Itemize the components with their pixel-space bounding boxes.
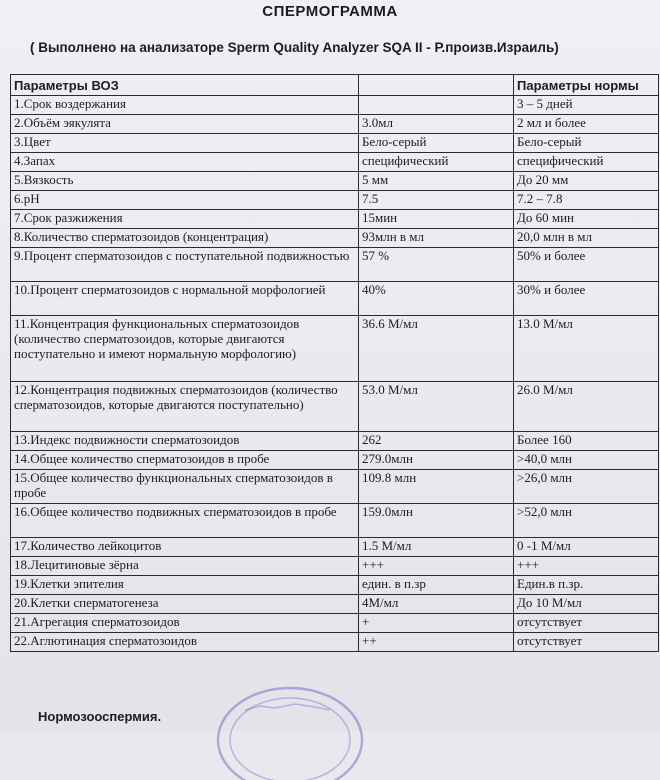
row-norm: 13.0 М/мл: [514, 316, 659, 382]
row-norm: 7.2 – 7.8: [514, 191, 659, 210]
row-param: 22.Аглютинация сперматозоидов: [11, 633, 359, 652]
row-value: 53.0 М/мл: [359, 382, 514, 432]
row-param: 6.pH: [11, 191, 359, 210]
row-value: [359, 96, 514, 115]
row-norm: 20,0 млн в мл: [514, 229, 659, 248]
row-param: 13.Индекс подвижности сперматозоидов: [11, 432, 359, 451]
row-value: 4М/мл: [359, 595, 514, 614]
row-param: 4.Запах: [11, 153, 359, 172]
row-value: един. в п.зр: [359, 576, 514, 595]
row-param: 5.Вязкость: [11, 172, 359, 191]
header-value: [359, 75, 514, 96]
row-param: 7.Срок разжижения: [11, 210, 359, 229]
results-table: [10, 74, 659, 652]
row-value: 159.0млн: [359, 504, 514, 538]
table-row: [11, 576, 659, 595]
clinic-stamp-icon: [205, 670, 375, 780]
row-value: 7.5: [359, 191, 514, 210]
table-row: [11, 382, 659, 432]
row-norm: 30% и более: [514, 282, 659, 316]
table-header-row: [11, 75, 659, 96]
row-norm: >52,0 млн: [514, 504, 659, 538]
row-value: 40%: [359, 282, 514, 316]
conclusion-text: Нормозооспермия.: [38, 709, 162, 724]
table-row: [11, 633, 659, 652]
table-row: [11, 557, 659, 576]
row-value: Бело-серый: [359, 134, 514, 153]
row-param: 14.Общее количество сперматозоидов в пробе: [11, 451, 359, 470]
table-row: [11, 153, 659, 172]
row-value: ++: [359, 633, 514, 652]
row-norm: отсутствует: [514, 614, 659, 633]
row-value: специфический: [359, 153, 514, 172]
row-value: 15мин: [359, 210, 514, 229]
table-row: [11, 451, 659, 470]
header-norm: Параметры нормы: [514, 75, 659, 96]
row-param: 8.Количество сперматозоидов (концентрация): [11, 229, 359, 248]
row-norm: Един.в п.зр.: [514, 576, 659, 595]
row-norm: До 60 мин: [514, 210, 659, 229]
row-value: 262: [359, 432, 514, 451]
table-row: [11, 248, 659, 282]
table-row: [11, 538, 659, 557]
row-param: 16.Общее количество подвижных сперматозоидов в пробе: [11, 504, 359, 538]
row-param: 18.Лецитиновые зёрна: [11, 557, 359, 576]
table-row: [11, 115, 659, 134]
row-value: 109.8 млн: [359, 470, 514, 504]
row-param: 3.Цвет: [11, 134, 359, 153]
header-param: Параметры ВОЗ: [11, 75, 359, 96]
row-value: +++: [359, 557, 514, 576]
row-param: 15.Общее количество функциональных сперматозоидов в пробе: [11, 470, 359, 504]
row-value: 1.5 М/мл: [359, 538, 514, 557]
row-norm: 26.0 М/мл: [514, 382, 659, 432]
row-value: 3.0мл: [359, 115, 514, 134]
row-param: 2.Объём эякулята: [11, 115, 359, 134]
table-row: [11, 614, 659, 633]
row-value: 57 %: [359, 248, 514, 282]
row-param: 12.Концентрация подвижных сперматозоидов (количество сперматозоидов, которые двигаются поступательно): [11, 382, 359, 432]
row-norm: 50% и более: [514, 248, 659, 282]
table-row: [11, 210, 659, 229]
row-norm: специфический: [514, 153, 659, 172]
row-norm: отсутствует: [514, 633, 659, 652]
row-value: 279.0млн: [359, 451, 514, 470]
table-row: [11, 134, 659, 153]
row-norm: 3 – 5 дней: [514, 96, 659, 115]
row-norm: 0 -1 М/мл: [514, 538, 659, 557]
row-value: 93млн в мл: [359, 229, 514, 248]
row-param: 21.Агрегация сперматозоидов: [11, 614, 359, 633]
table-row: [11, 316, 659, 382]
table-row: [11, 191, 659, 210]
table-row: [11, 504, 659, 538]
row-norm: Более 160: [514, 432, 659, 451]
row-param: 20.Клетки сперматогенеза: [11, 595, 359, 614]
row-norm: >26,0 млн: [514, 470, 659, 504]
row-param: 9.Процент сперматозоидов с поступательной подвижностью: [11, 248, 359, 282]
table-row: [11, 229, 659, 248]
table-row: [11, 595, 659, 614]
row-value: 36.6 М/мл: [359, 316, 514, 382]
row-param: 17.Количество лейкоцитов: [11, 538, 359, 557]
document-subtitle: ( Выполнено на анализаторе Sperm Quality Analyzer SQA II - Р.произв.Израиль): [30, 40, 559, 55]
table-row: [11, 96, 659, 115]
row-norm: +++: [514, 557, 659, 576]
document-title: СПЕРМОГРАММА: [262, 3, 398, 20]
row-param: 10.Процент сперматозоидов с нормальной морфологией: [11, 282, 359, 316]
row-norm: Бело-серый: [514, 134, 659, 153]
row-value: +: [359, 614, 514, 633]
row-norm: До 10 М/мл: [514, 595, 659, 614]
row-param: 19.Клетки эпителия: [11, 576, 359, 595]
table-row: [11, 470, 659, 504]
table-row: [11, 282, 659, 316]
table-row: [11, 432, 659, 451]
row-norm: До 20 мм: [514, 172, 659, 191]
row-param: 1.Срок воздержания: [11, 96, 359, 115]
row-param: 11.Концентрация функциональных сперматозоидов (количество сперматозоидов, которые двигаются поступательно и имеют нормальную морфологию): [11, 316, 359, 382]
table-row: [11, 172, 659, 191]
row-norm: >40,0 млн: [514, 451, 659, 470]
row-norm: 2 мл и более: [514, 115, 659, 134]
row-value: 5 мм: [359, 172, 514, 191]
